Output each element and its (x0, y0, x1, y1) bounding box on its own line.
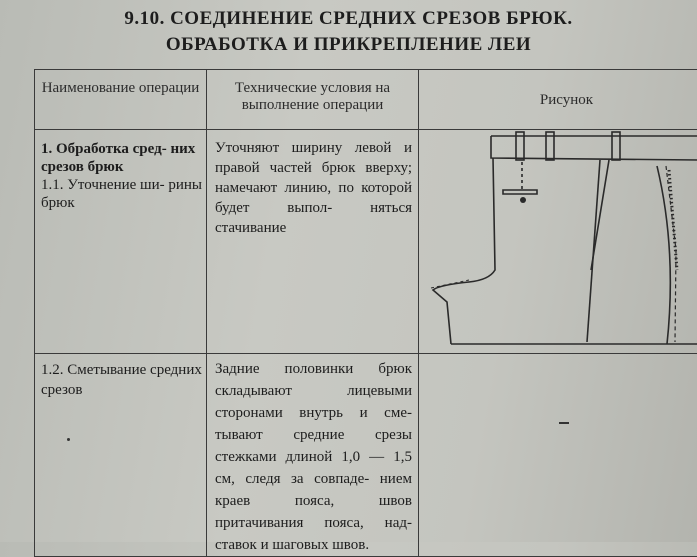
operations-table (34, 69, 697, 557)
operation-cell (35, 130, 207, 354)
fly-line (591, 160, 609, 270)
column-header-conditions: Технические условия на выполнение операции (207, 70, 419, 130)
pocket-button (520, 197, 526, 203)
side-curve (657, 166, 670, 344)
table-row (35, 354, 697, 557)
ink-speck (67, 438, 70, 441)
figure-cell (419, 130, 697, 354)
trousers-drawing (419, 130, 697, 354)
waistband-bottom-line (491, 136, 697, 160)
table-row (35, 130, 697, 354)
figure-cell (419, 354, 697, 557)
heading-line-2: ОБРАБОТКА И ПРИКРЕПЛЕНИЕ ЛЕИ (0, 32, 697, 58)
operation-subtitle: 1.1. Уточнение ши- рины брюк (41, 176, 202, 212)
table-header-row (35, 70, 697, 130)
operation-title: 1. Обработка сред- них срезов брюк (41, 140, 202, 176)
left-outline (433, 158, 495, 344)
column-header-figure: Рисунок (419, 70, 697, 130)
conditions-cell: Уточняют ширину левой и правой частей брюк вверху; намечают линию, по которой будет выпол- няться стачивание (207, 130, 419, 354)
back-pocket (503, 190, 537, 194)
operation-cell (35, 354, 207, 557)
dash-mark (559, 422, 569, 424)
heading-line-1: 9.10. СОЕДИНЕНИЕ СРЕДНИХ СРЕЗОВ БРЮК. (0, 6, 697, 32)
operation-subtitle: 1.2. Сметывание средних срезов (41, 360, 202, 400)
conditions-cell: Задние половинки брюк складывают лицевыми сторонами внутрь и сме- тывают средние срезы стежками длиной 1,0 — 1,5 см, следя за совпаде- нием краев пояса, швов притачивания пояса, над- ставок и шаговых швов. (207, 354, 419, 557)
hem-dashed-line (431, 280, 469, 288)
column-header-operation: Наименование операции (35, 70, 207, 130)
section-heading (0, 6, 697, 58)
